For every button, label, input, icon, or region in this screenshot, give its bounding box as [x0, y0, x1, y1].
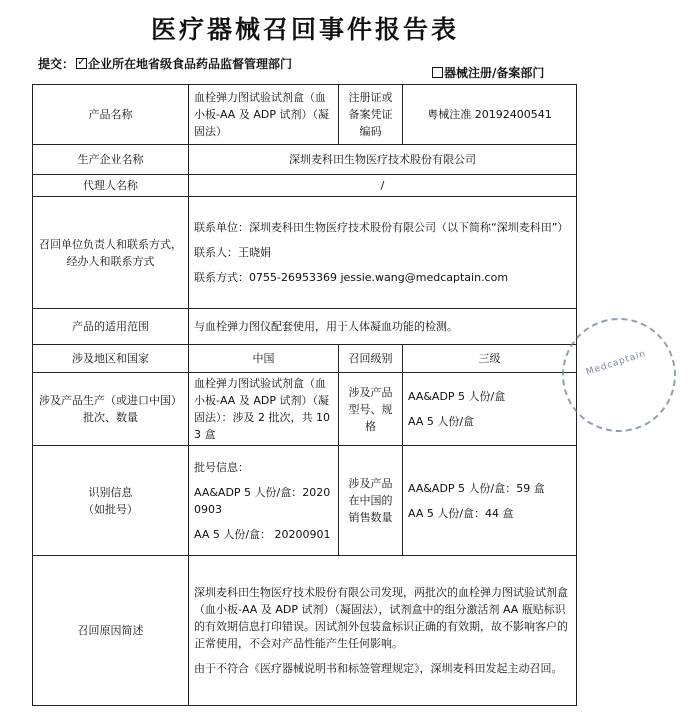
recall-level-label: 召回级别 [339, 345, 403, 373]
row-identify [33, 446, 577, 556]
region-label: 涉及地区和国家 [33, 345, 189, 373]
submit-row [38, 55, 292, 72]
unchecked-checkbox[interactable] [432, 67, 443, 78]
contact-cell [189, 197, 577, 309]
reason-paragraph-1: 深圳麦科田生物医疗技术股份有限公司发现，两批次的血栓弹力图试验试剂盒（血小板-AA 及 ADP 试剂）（凝固法），试剂盒中的组分激活剂 AA 瓶贴标识的有效期信息打印错误。因试剂外包装盒标识正确的有效期，故不影响客户的正常使用，不会对产品性能产生任何影响。 [194, 586, 568, 650]
recall-report-table [32, 84, 577, 706]
submit-prefix: 提交： [38, 57, 75, 71]
submit-checked-label: 企业所在地省级食品药品监督管理部门 [88, 57, 293, 71]
identify-label-cell [33, 446, 189, 556]
row-product-name [33, 85, 577, 145]
batch-2: AA 5 人份/盒： 20200901 [194, 527, 331, 541]
model-label: 涉及产品型号、规格 [339, 373, 403, 446]
sales-label: 涉及产品在中国的销售数量 [339, 446, 403, 556]
batch-1: AA&ADP 5 人份/盒：20200903 [194, 485, 331, 516]
manufacturer-label: 生产企业名称 [33, 145, 189, 175]
agent-value: / [189, 175, 577, 197]
contact-person: 联系人：王晓娟 [194, 246, 271, 259]
contact-phone: 联系方式：0755-26953369 jessie.wang@medcaptain.com [194, 271, 509, 284]
scope-label: 产品的适用范围 [33, 309, 189, 345]
submit-other-label: 器械注册/备案部门 [444, 66, 545, 80]
model-cell [403, 373, 577, 446]
checked-checkbox[interactable] [76, 58, 87, 69]
product-name-label: 产品名称 [33, 85, 189, 145]
reason-paragraph-2: 由于不符合《医疗器械说明书和标签管理规定》，深圳麦科田发起主动召回。 [194, 662, 563, 675]
contact-label: 召回单位负责人和联系方式，经办人和联系方式 [33, 197, 189, 309]
reason-label: 召回原因简述 [33, 556, 189, 706]
production-label: 涉及产品生产（或进口中国）批次、数量 [33, 373, 189, 446]
row-reason [33, 556, 577, 706]
sales-2: AA 5 人份/盒：44 盒 [408, 506, 514, 520]
row-manufacturer [33, 145, 577, 175]
scope-value: 与血栓弹力图仪配套使用，用于人体凝血功能的检测。 [189, 309, 577, 345]
other-dept-option [430, 64, 544, 81]
stamp-text: Medcaptain [584, 348, 648, 378]
page-title: 医疗器械召回事件报告表 [150, 15, 459, 44]
agent-label: 代理人名称 [33, 175, 189, 197]
batch-cell [189, 446, 339, 556]
recall-level-value: 三级 [403, 345, 577, 373]
row-contact [33, 197, 577, 309]
production-value: 血栓弹力图试验试剂盒（血小板-AA 及 ADP 试剂）（凝固法）：涉及 2 批次，共 103 盒 [189, 373, 339, 446]
row-scope [33, 309, 577, 345]
identify-label-1: 识别信息 [88, 485, 133, 499]
region-value: 中国 [189, 345, 339, 373]
registration-label: 注册证或备案凭证编码 [339, 85, 403, 145]
row-agent [33, 175, 577, 197]
product-name-value: 血栓弹力图试验试剂盒（血小板-AA 及 ADP 试剂）（凝固法） [189, 85, 339, 145]
model-value-2: AA 5 人份/盒 [408, 415, 475, 428]
model-value-1: AA&ADP 5 人份/盒 [408, 390, 506, 403]
sales-1: AA&ADP 5 人份/盒：59 盒 [408, 481, 545, 495]
identify-label-2: （如批号） [83, 502, 138, 516]
row-production [33, 373, 577, 446]
manufacturer-value: 深圳麦科田生物医疗技术股份有限公司 [189, 145, 577, 175]
row-region [33, 345, 577, 373]
sales-cell [403, 446, 577, 556]
registration-value: 粤械注准 20192400541 [403, 85, 577, 145]
contact-unit: 联系单位：深圳麦科田生物医疗技术股份有限公司（以下简称“深圳麦科田”） [194, 221, 569, 234]
reason-cell [189, 556, 577, 706]
batch-title: 批号信息： [194, 460, 249, 474]
